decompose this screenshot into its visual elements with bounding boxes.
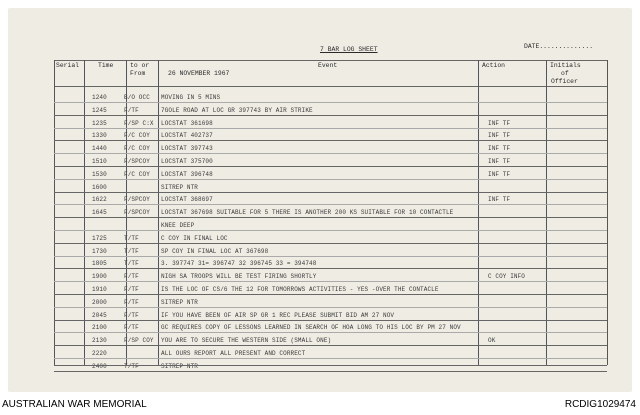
row-rule <box>54 140 607 141</box>
action-header: Action <box>482 62 506 69</box>
row-rule <box>54 102 607 103</box>
row-event: LOCSTAT 367698 SUITABLE FOR 5 THERE IS ANOTHER 200 KS SUITABLE FOR 10 CONTACTLE <box>161 209 454 217</box>
row-rule <box>54 179 607 180</box>
row-time: 1440 <box>92 145 107 153</box>
row-action: INF TF <box>488 158 511 165</box>
row-time: 1910 <box>92 286 107 293</box>
row-event: SITREP NTR <box>161 298 199 306</box>
row-event: IS THE LOC OF CS/6 THE 12 FOR TOMORROWS ACTIVITIES - YES -OVER THE CONTACLE <box>161 286 439 293</box>
row-rule <box>54 294 607 295</box>
row-time: 2045 <box>92 311 107 319</box>
row-rule <box>54 332 607 333</box>
header-bottom-border <box>54 86 607 87</box>
table-top-border <box>54 60 607 61</box>
row-rule <box>54 153 607 154</box>
row-time: 2220 <box>92 350 107 357</box>
row-rule <box>54 230 607 231</box>
row-tofrom: F/SPCOY <box>124 209 150 217</box>
row-rule <box>54 256 607 257</box>
row-time: 1240 <box>92 94 107 101</box>
date-label: DATE.............. <box>524 43 594 50</box>
row-rule <box>54 345 607 346</box>
row-tofrom: F/TF <box>124 286 139 293</box>
row-action: INF TF <box>488 196 511 204</box>
officer-header: Officer <box>551 78 578 85</box>
row-event: NIGH SA TROOPS WILL BE TEST FIRING SHORTLY <box>161 273 317 281</box>
row-time: 1330 <box>92 132 107 140</box>
row-rule <box>54 320 607 321</box>
initials-header: Initials <box>550 62 581 69</box>
row-event: SITREP NTR <box>161 183 199 191</box>
to-or-header: to or <box>130 62 150 69</box>
footer-id: RCDIG1029474 <box>564 399 636 410</box>
sheet-title: 7 BAR LOG SHEET <box>320 46 378 53</box>
row-time: 1245 <box>92 106 107 114</box>
row-rule <box>54 192 607 193</box>
row-event: LOCSTAT 361698 <box>161 119 213 127</box>
row-action: INF TF <box>488 170 511 178</box>
row-time: 1510 <box>92 158 107 165</box>
row-rule <box>54 281 607 282</box>
serial-header: Serial <box>56 62 80 69</box>
row-tofrom: F/TF <box>124 324 139 332</box>
row-rule <box>54 307 607 308</box>
row-event: 7GOLE ROAD AT LOC GR 397743 BY AIR STRIKE <box>161 106 313 114</box>
row-action: INF TF <box>488 119 511 127</box>
row-action: C COY INFO <box>488 273 526 281</box>
row-tofrom: F/TF <box>124 273 139 281</box>
row-event: GC REQUIRES COPY OF LESSONS LEARNED IN SEARCH OF HOA LONG TO HIS LOC BY PM 27 NOV <box>161 324 461 332</box>
row-rule <box>54 204 607 205</box>
row-rule <box>54 128 607 129</box>
row-tofrom: T/TF <box>124 362 139 370</box>
row-event: YOU ARE TO SECURE THE WESTERN SIDE (SMALL ONE) <box>161 337 332 345</box>
row-time: 1805 <box>92 260 107 268</box>
row-time: 2100 <box>92 324 107 332</box>
table-bottom-border <box>54 365 607 366</box>
row-event: ALL OURS REPORT ALL PRESENT AND CORRECT <box>161 350 306 357</box>
row-event: KNEE DEEP <box>161 222 195 229</box>
row-event: MOVING IN 5 MINS <box>161 94 221 101</box>
row-time: 1900 <box>92 273 107 281</box>
log-sheet <box>8 8 632 392</box>
time-header: Time <box>98 62 114 69</box>
row-rule <box>54 217 607 218</box>
row-action: INF TF <box>488 132 511 140</box>
row-tofrom: F/C COY <box>124 132 150 140</box>
row-tofrom: T/TF <box>124 234 139 242</box>
event-header: Event <box>318 62 338 69</box>
row-rule <box>54 268 607 269</box>
row-tofrom: F/SP COY <box>124 337 154 345</box>
row-tofrom: F/SPCOY <box>124 196 150 204</box>
row-event: LOCSTAT 375700 <box>161 158 213 165</box>
row-event: IF YOU HAVE BEEN OF AIR SP GR 1 REC PLEASE SUBMIT BID AM 27 NOV <box>161 311 395 319</box>
row-rule <box>54 358 607 359</box>
row-event: SP COY IN FINAL LOC AT 367698 <box>161 247 269 255</box>
of-header: of <box>561 70 569 77</box>
row-tofrom: F/TF <box>124 106 139 114</box>
row-tofrom: F/TF <box>124 311 139 319</box>
row-action: OK <box>488 337 496 345</box>
footer-source: AUSTRALIAN WAR MEMORIAL <box>2 399 147 410</box>
date-value: 26 NOVEMBER 1967 <box>168 70 230 77</box>
row-event: LOCSTAT 396748 <box>161 170 213 178</box>
row-rule <box>54 166 607 167</box>
row-event: LOCSTAT 368697 <box>161 196 213 204</box>
row-time: 1725 <box>92 234 107 242</box>
row-time: 1530 <box>92 170 107 178</box>
row-action: INF TF <box>488 145 511 153</box>
row-rule <box>54 371 607 372</box>
row-tofrom: T/TF <box>124 260 139 268</box>
row-tofrom: F/C COY <box>124 170 150 178</box>
row-time: 1645 <box>92 209 107 217</box>
row-event: LOCSTAT 397743 <box>161 145 213 153</box>
col-line-right <box>607 60 608 365</box>
row-event: SITREP NTR <box>161 362 199 370</box>
row-tofrom: F/TF <box>124 298 139 306</box>
row-time: 2130 <box>92 337 107 345</box>
row-tofrom: F/SPCOY <box>124 158 150 165</box>
row-rule <box>54 115 607 116</box>
row-time: 1622 <box>92 196 107 204</box>
footer <box>0 395 640 415</box>
row-event: LOCSTAT 402737 <box>161 132 213 140</box>
row-tofrom: B/O OCC <box>124 94 150 101</box>
row-time: 1600 <box>92 183 107 191</box>
row-time: 2400 <box>92 362 107 370</box>
row-time: 1235 <box>92 119 107 127</box>
row-time: 2000 <box>92 298 107 306</box>
row-time: 1730 <box>92 247 107 255</box>
row-tofrom: F/C COY <box>124 145 150 153</box>
row-tofrom: T/TF <box>124 247 139 255</box>
from-header: From <box>130 70 146 77</box>
row-tofrom: F/SP C:X <box>124 119 154 127</box>
row-event: 3. 397747 31= 396747 32 396745 33 = 394748 <box>161 260 317 268</box>
row-rule <box>54 243 607 244</box>
row-event: C COY IN FINAL LOC <box>161 234 228 242</box>
